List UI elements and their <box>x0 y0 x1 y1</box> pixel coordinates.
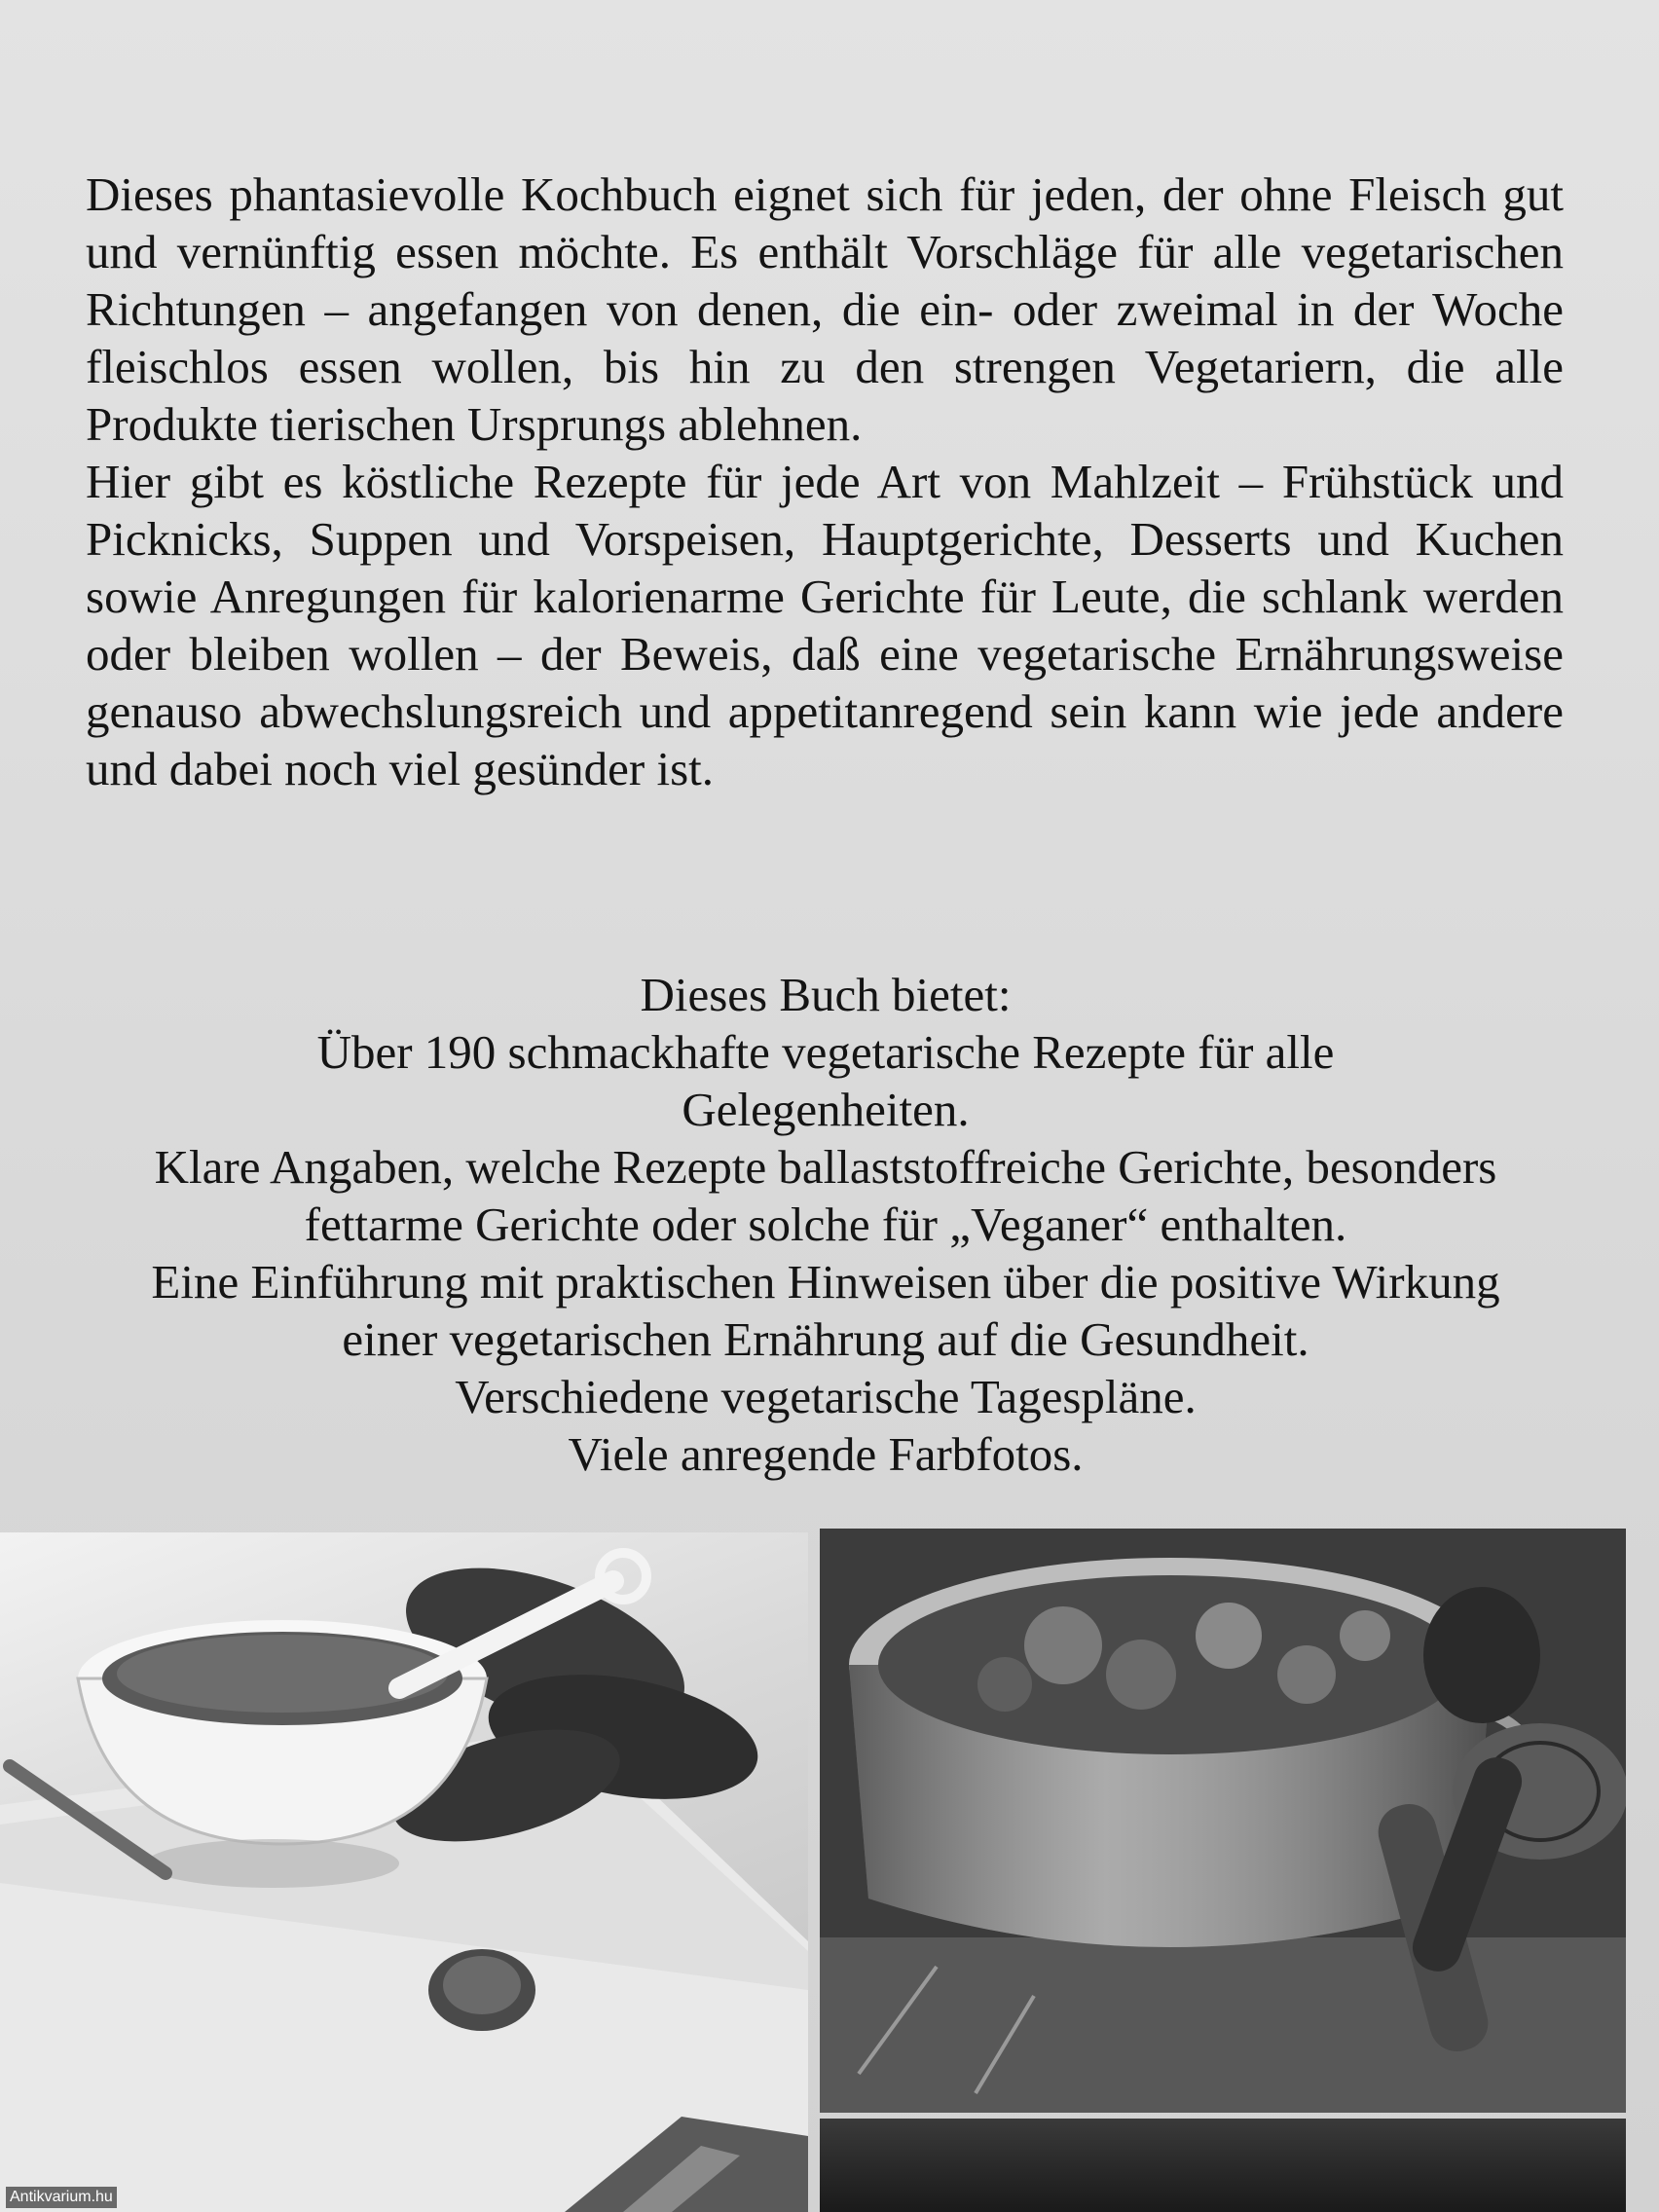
feature-item: Eine Einführung mit praktischen Hinweisen über die positive Wirkung einer vegetarischen Ernährung auf die Gesundheit. <box>151 1255 1500 1366</box>
photo-vegetable-stew-pot <box>820 1529 1626 2113</box>
description-text <box>86 166 1564 797</box>
features-list <box>58 966 1593 1483</box>
photo-spinach-pesto-bowl <box>0 1532 808 2212</box>
feature-item: Viele anregende Farbfotos. <box>568 1427 1084 1481</box>
watermark: Antikvarium.hu <box>6 2187 117 2208</box>
photo-bottom-strip <box>820 2119 1626 2212</box>
photo-stew-illustration <box>820 1529 1626 2113</box>
description-paragraph-2: Hier gibt es köstliche Rezepte für jede Art von Mahlzeit – Frühstück und Picknicks, Suppen und Vorspeisen, Hauptgerichte, Desserts und Kuchen sowie Anregungen für kalorienarme Gerichte für Leute, die schlank werden oder bleiben wollen – der Beweis, daß eine vegetarische Ernährungsweise genauso abwechslungsreich und appetitanregend sein kann wie jede andere und dabei noch viel gesünder ist. <box>86 455 1564 795</box>
feature-item: Klare Angaben, welche Rezepte ballaststoffreiche Gerichte, besonders fettarme Gerichte oder solche für „Veganer“ enthalten. <box>154 1140 1497 1251</box>
description-paragraph-1: Dieses phantasievolle Kochbuch eignet sich für jeden, der ohne Fleisch gut und vernünftig essen möchte. Es enthält Vorschläge für alle vegetarischen Richtungen – angefangen von denen, die ein- oder zweimal in der Woche fleischlos essen wollen, bis hin zu den strengen Vegetariern, die alle Produkte tierischen Ursprungs ablehnen. <box>86 167 1564 451</box>
feature-item: Über 190 schmackhafte vegetarische Rezepte für alle Gelegenheiten. <box>316 1025 1335 1136</box>
features-heading: Dieses Buch bietet: <box>640 968 1012 1021</box>
photo-spinach-illustration <box>0 1532 808 2212</box>
feature-item: Verschiedene vegetarische Tagespläne. <box>455 1370 1197 1423</box>
